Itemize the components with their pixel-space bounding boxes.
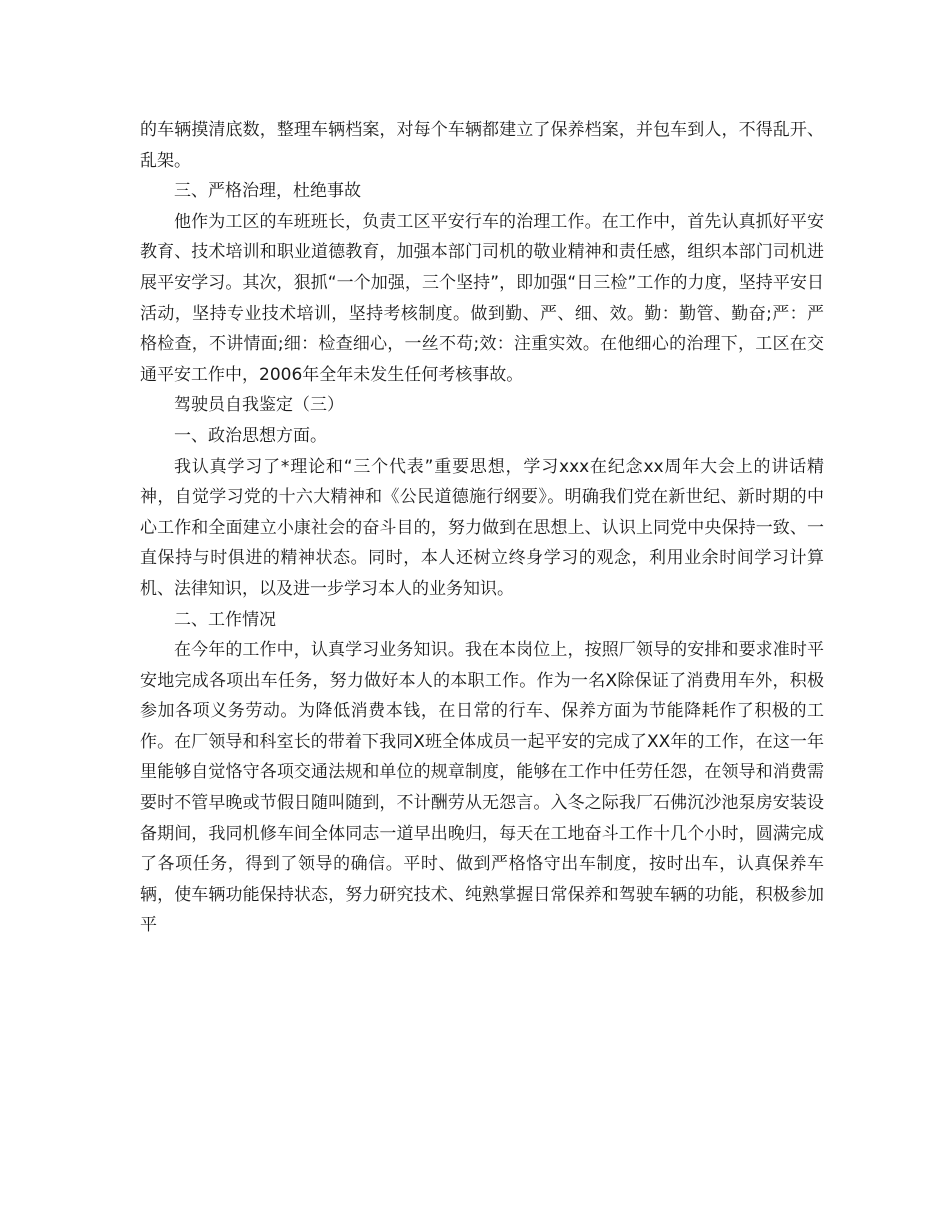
paragraph-1: 的车辆摸清底数，整理车辆档案，对每个车辆都建立了保养档案，并包车到人，不得乱开、乱架。 [140, 120, 824, 171]
section-heading-2: 二、工作情况 [174, 609, 276, 630]
document-subtitle: 驾驶员自我鉴定（三） [174, 395, 344, 416]
section-heading-3: 三、严格治理，杜绝事故 [174, 181, 361, 202]
paragraph-3: 我认真学习了*理论和“三个代表”重要思想，学习xxx在纪念xx周年大会上的讲话精神，自觉学习党的十六大精神和《公民道德施行纲要》。明确我们党在新世纪、新时期的中心工作和全面建立小康社会的奋斗目的，努力做到在思想上、认识上同党中央保持一致、一直保持与时俱进的精神状态。同时，本人还树立终身学习的观念，利用业余时间学习计算机、法律知识，以及进一步学习本人的业务知识。 [140, 456, 824, 599]
paragraph-2: 他作为工区的车班班长，负责工区平安行车的治理工作。在工作中，首先认真抓好平安教育、技术培训和职业道德教育，加强本部门司机的敬业精神和责任感，组织本部门司机进展平安学习。其次，狠抓“一个加强，三个坚持”，即加强“日三检”工作的力度，坚持平安日活动，坚持专业技术培训，坚持考核制度。做到勤、严、细、效。勤：勤管、勤奋;严：严格检查，不讲情面;细：检查细心，一丝不苟;效：注重实效。在他细心的治理下，工区在交通平安工作中，2006年全年未发生任何考核事故。 [140, 211, 824, 385]
section-heading-1: 一、政治思想方面。 [174, 425, 327, 446]
paragraph-4: 在今年的工作中，认真学习业务知识。我在本岗位上，按照厂领导的安排和要求准时平安地完成各项出车任务，努力做好本人的本职工作。作为一名X除保证了消费用车外，积极参加各项义务劳动。为降低消费本钱，在日常的行车、保养方面为节能降耗作了积极的工作。在厂领导和科室长的带着下我同X班全体成员一起平安的完成了XX年的工作，在这一年里能够自觉恪守各项交通法规和单位的规章制度，能够在工作中任劳任怨，在领导和消费需要时不管早晚或节假日随叫随到，不计酬劳从无怨言。入冬之际我厂石佛沉沙池泵房安装设备期间，我同机修车间全体同志一道早出晚归，每天在工地奋斗工作十几个小时，圆满完成了各项任务，得到了领导的确信。平时、做到严格恪守出车制度，按时出车，认真保养车辆，使车辆功能保持状态，努力研究技术、纯熟掌握日常保养和驾驶车辆的功能，积极参加平 [140, 640, 824, 936]
document-body [140, 115, 824, 941]
